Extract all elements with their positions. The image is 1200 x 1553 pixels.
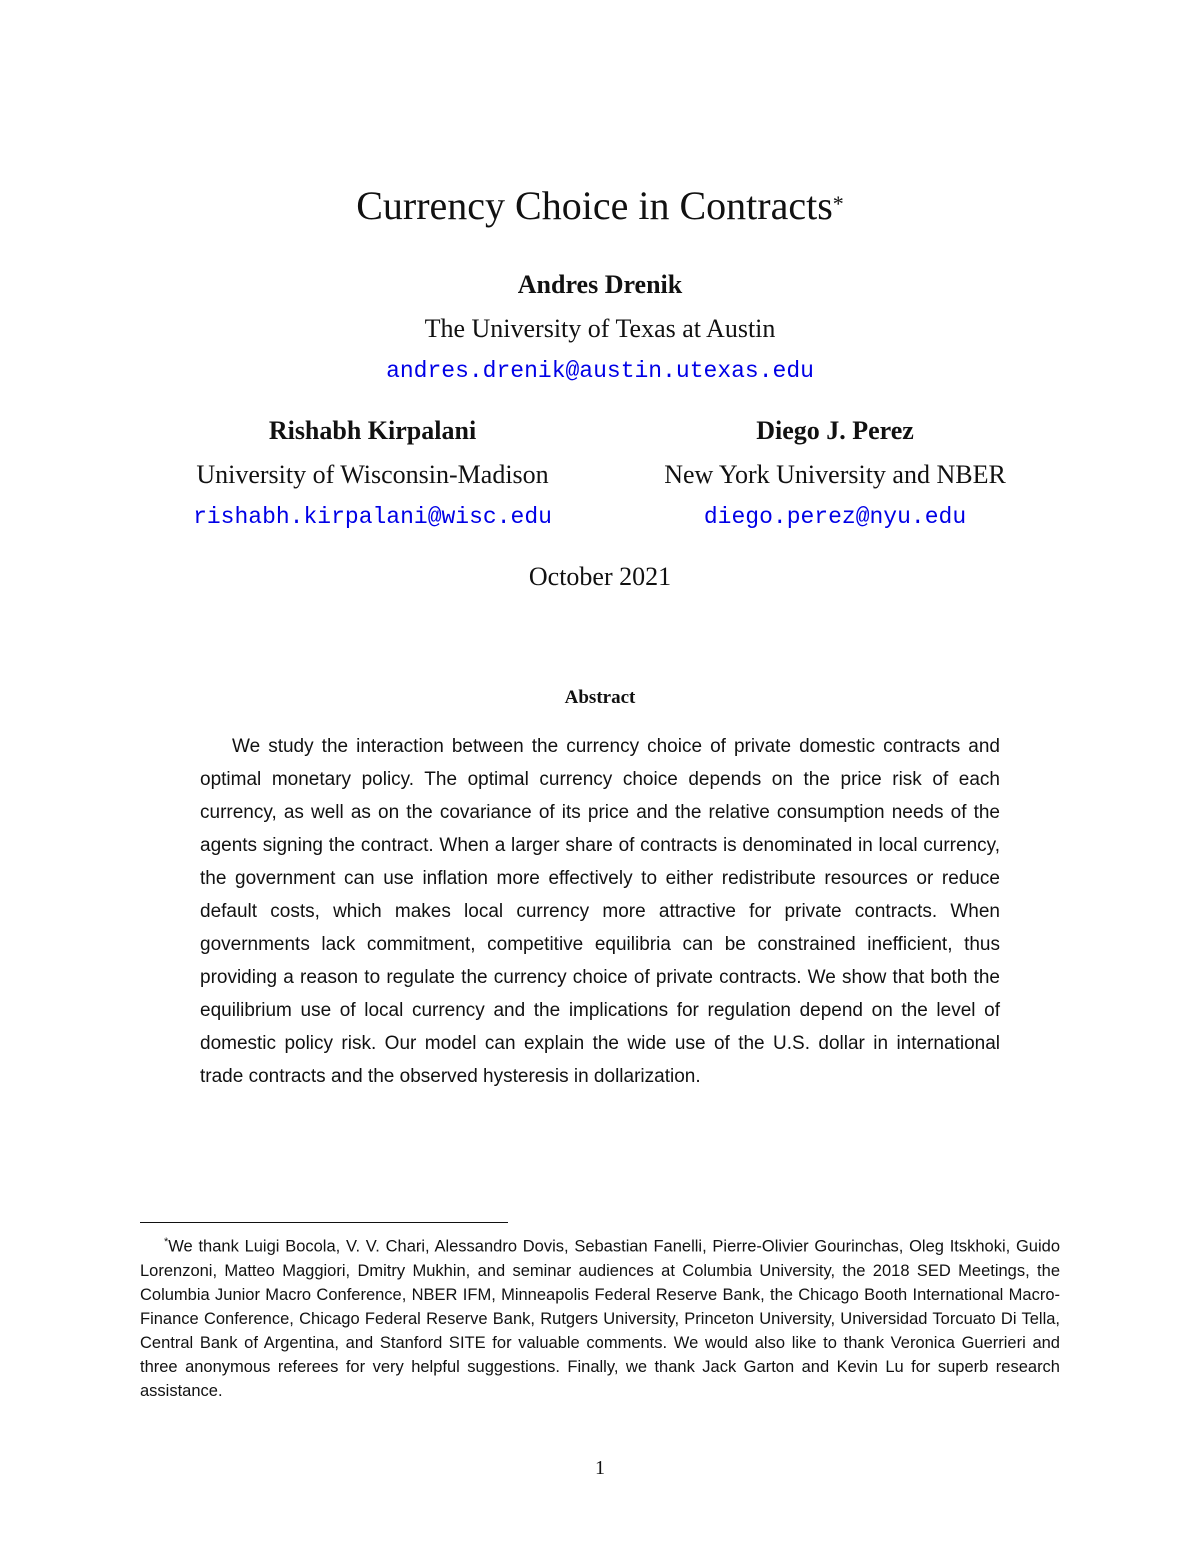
- author-name: Diego J. Perez: [756, 416, 914, 445]
- author-name: Andres Drenik: [517, 270, 683, 299]
- paper-title: [0, 180, 1200, 232]
- author-name: Rishabh Kirpalani: [268, 416, 477, 445]
- footnote-marker: *: [164, 1236, 169, 1248]
- author-affiliation: University of Wisconsin-Madison: [196, 460, 549, 489]
- footnote-text: We thank Luigi Bocola, V. V. Chari, Alessandro Dovis, Sebastian Fanelli, Pierre-Olivier Gourinchas, Oleg Itskhoki, Guido Lorenzoni, Matteo Maggiori, Dmitry Mukhin, and seminar audiences at Columbia University, the 2018 SED Meetings, the Columbia Junior Macro Conference, NBER IFM, Minneapolis Federal Reserve Bank, the Chicago Booth International Macro-Finance Conference, Chicago Federal Reserve Bank, Rutgers University, Princeton University, Universidad Torcuato Di Tella, Central Bank of Argentina, and Stanford SITE for valuable comments. We would also like to thank Veronica Guerrieri and three anonymous referees for very helpful suggestions. Finally, we thank Jack Garton and Kevin Lu for superb research assistance.: [140, 1237, 1060, 1400]
- abstract-heading: Abstract: [564, 687, 636, 708]
- author-email-link[interactable]: rishabh.kirpalani@wisc.edu: [193, 504, 552, 530]
- author-email-link[interactable]: andres.drenik@austin.utexas.edu: [386, 358, 814, 384]
- author-block-kirpalani: [150, 414, 595, 530]
- title-footnote-marker[interactable]: *: [832, 191, 844, 216]
- author-email-link[interactable]: diego.perez@nyu.edu: [703, 504, 967, 530]
- acknowledgement-footnote: [140, 1230, 1060, 1403]
- paper-date: October 2021: [528, 562, 672, 591]
- author-affiliation: New York University and NBER: [664, 460, 1006, 489]
- author-affiliation: The University of Texas at Austin: [424, 314, 776, 343]
- author-block-drenik: [0, 268, 1200, 384]
- author-block-perez: [615, 414, 1055, 530]
- paper-title-text: Currency Choice in Contracts: [356, 183, 833, 228]
- page-number: 1: [595, 1457, 605, 1479]
- abstract-body: We study the interaction between the currency choice of private domestic contracts and optimal monetary policy. The optimal currency choice depends on the price risk of each currency, as well as on the covariance of its price and the relative consumption needs of the agents signing the contract. When a larger share of contracts is denominated in local currency, the government can use inflation more effectively to either redistribute resources or reduce default costs, which makes local currency more attractive for private contracts. When governments lack commitment, competitive equilibria can be constrained inefficient, thus providing a reason to regulate the currency choice of private contracts. We show that both the equilibrium use of local currency and the implications for regulation depend on the level of domestic policy risk. Our model can explain the wide use of the U.S. dollar in international trade contracts and the observed hysteresis in dollarization.: [200, 736, 1000, 1087]
- footnote-divider: [140, 1222, 508, 1223]
